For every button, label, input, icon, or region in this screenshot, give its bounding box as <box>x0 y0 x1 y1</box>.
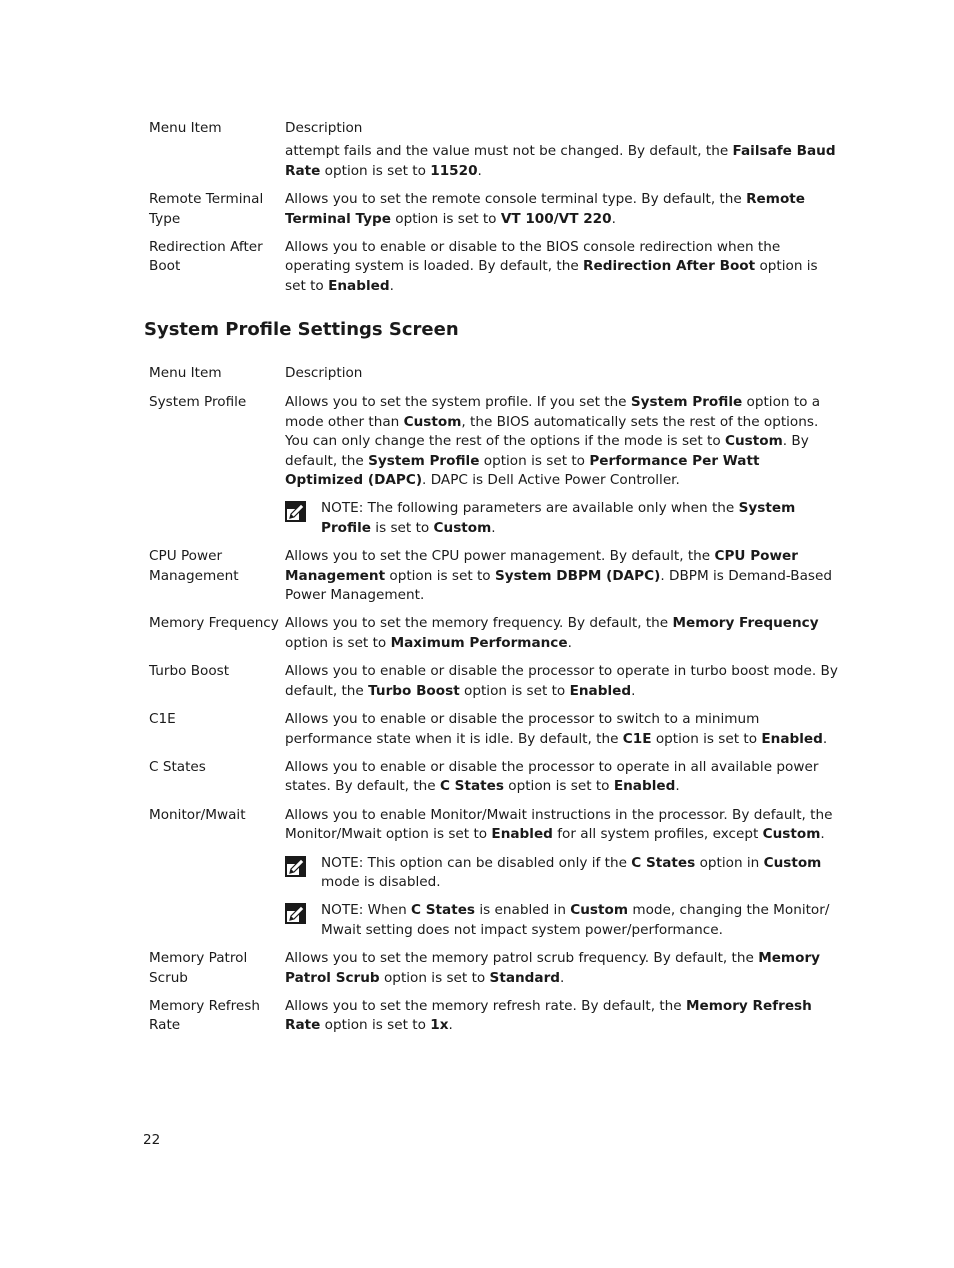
table-row <box>149 238 839 296</box>
menu-item-description <box>285 949 839 988</box>
text-run: Allows you to set the CPU power management. By default, the <box>285 548 715 565</box>
text-run: . <box>631 682 636 699</box>
bold-term: Custom <box>762 826 821 843</box>
column-header-menu-item: Menu Item <box>149 120 222 136</box>
text-run: NOTE: <box>321 500 368 517</box>
bold-term: C States <box>411 902 476 919</box>
table-header <box>149 364 839 383</box>
text-run: When <box>367 902 412 919</box>
table-row <box>149 614 839 653</box>
bold-term: Custom <box>433 519 492 536</box>
text-run: NOTE: <box>321 854 368 871</box>
bold-term: 11520 <box>430 162 478 179</box>
bold-term: Redirection After Boot <box>583 258 756 275</box>
text-run: is set to <box>370 519 434 536</box>
table-row <box>149 949 839 988</box>
note <box>285 901 839 940</box>
description-text <box>285 190 839 229</box>
text-run: option is set to <box>320 1017 431 1034</box>
bold-term: Custom <box>763 854 822 871</box>
text-run: option is set to <box>385 567 495 584</box>
text-run: Allows you to enable or disable the processor to switch to a minimum performance state when it is idle. By default, the <box>285 711 760 747</box>
text-run: . <box>611 210 616 227</box>
bold-term: Remote Terminal Type <box>285 191 806 227</box>
menu-item-name: C States <box>149 758 206 775</box>
menu-table-system-profile <box>149 364 839 1045</box>
description-text <box>285 393 839 490</box>
menu-item-description <box>285 142 839 181</box>
description-text <box>285 758 839 797</box>
text-run: mode, changing the Monitor/ Mwait setting does not impact system power/performance. <box>321 902 830 938</box>
text-run: Allows you to enable Monitor/Mwait instructions in the processor. By default, the Monitor/Mwait option is set to <box>285 806 833 843</box>
bold-term: CPU Power Management <box>285 548 798 584</box>
menu-item-name: Memory Patrol Scrub <box>149 950 248 986</box>
bold-term: Turbo Boost <box>368 682 460 699</box>
note <box>285 854 839 893</box>
page-number: 22 <box>143 1132 161 1148</box>
table-row <box>149 997 839 1036</box>
table-row <box>149 190 839 229</box>
text-run: option is set to <box>379 969 490 986</box>
text-run: option is set to <box>459 682 570 699</box>
table-row <box>149 710 839 749</box>
menu-item-description <box>285 997 839 1036</box>
text-run: , the BIOS automatically sets the rest of the options. You can only change the rest of the options if the mode is set to <box>285 413 819 450</box>
bold-term: Enabled <box>613 778 676 795</box>
bold-term: Enabled <box>569 682 632 699</box>
text-run: option is set to <box>285 258 818 294</box>
bold-term: C1E <box>622 730 652 747</box>
text-run: for all system profiles, except <box>552 826 763 843</box>
bold-term: System Profile <box>368 452 480 469</box>
text-run: Allows you to enable or disable to the BIOS console redirection when the operating system is loaded. By default, the <box>285 239 781 275</box>
description-text <box>285 547 839 605</box>
text-run: . DAPC is Dell Active Power Controller. <box>422 472 680 489</box>
text-run: . DBPM is Demand-Based Power Management. <box>285 567 833 604</box>
text-run: Allows you to set the system profile. If you set the <box>285 394 631 411</box>
text-run: . <box>560 969 565 986</box>
text-run: . <box>820 826 825 843</box>
bold-term: Performance Per Watt Optimized (DAPC) <box>285 452 760 489</box>
menu-item-description <box>285 238 839 296</box>
text-run: . <box>491 519 496 536</box>
bold-term: C States <box>631 854 696 871</box>
menu-item-name: Redirection After Boot <box>149 239 263 275</box>
table-row <box>149 393 839 538</box>
menu-item-description <box>285 758 839 797</box>
section-title: System Profile Settings Screen <box>144 319 459 340</box>
text-run: . <box>477 162 482 179</box>
text-run: mode is disabled. <box>321 873 441 890</box>
column-header-description: Description <box>285 365 363 381</box>
note-text <box>321 901 839 940</box>
bold-term: System DBPM (DAPC) <box>494 567 661 584</box>
text-run: Allows you to set the memory patrol scrub frequency. By default, the <box>285 950 759 967</box>
description-text <box>285 238 839 296</box>
menu-item-name: C1E <box>149 711 176 728</box>
bold-term: Enabled <box>761 730 823 747</box>
bold-term: Maximum Performance <box>390 634 568 651</box>
note-pencil-icon <box>285 901 321 940</box>
table-row <box>149 547 839 605</box>
text-run: option is set to <box>503 778 614 795</box>
menu-item-description <box>285 662 839 701</box>
table-row <box>149 806 839 940</box>
text-run: . By default, the <box>285 433 809 469</box>
table-header <box>149 119 839 138</box>
bold-term: C States <box>439 778 504 795</box>
text-run: This option can be disabled only if the <box>367 854 632 871</box>
description-text <box>285 614 839 653</box>
description-text <box>285 662 839 701</box>
text-run: option is set to <box>320 162 431 179</box>
text-run: is enabled in <box>475 902 571 919</box>
text-run: . <box>675 778 680 795</box>
description-text <box>285 997 839 1036</box>
bold-term: Memory Refresh Rate <box>285 997 812 1034</box>
menu-item-name <box>149 142 285 181</box>
bold-term: Enabled <box>328 277 390 294</box>
menu-item-name: System Profile <box>149 394 247 411</box>
note-pencil-icon <box>285 854 321 893</box>
menu-item-name: Memory Refresh Rate <box>149 997 260 1034</box>
text-run: option is set to <box>390 210 501 227</box>
text-run: option is set to <box>285 634 391 651</box>
text-run: Allows you to enable or disable the processor to operate in turbo boost mode. By default, the <box>285 663 838 699</box>
bold-term: System Profile <box>630 394 743 411</box>
bold-term: Failsafe Baud Rate <box>285 143 836 179</box>
text-run: . <box>567 634 572 651</box>
column-header-menu-item: Menu Item <box>149 365 222 381</box>
menu-item-name: Memory Frequency <box>149 615 279 632</box>
menu-table-serial <box>149 119 839 305</box>
bold-term: Standard <box>489 969 561 986</box>
text-run: . <box>389 277 394 294</box>
table-row <box>149 142 839 181</box>
bold-term: 1x <box>430 1017 449 1034</box>
menu-item-name: CPU Power Management <box>149 548 239 584</box>
bold-term: Memory Patrol Scrub <box>285 950 821 986</box>
text-run: Allows you to set the remote console terminal type. By default, the <box>285 191 747 208</box>
text-run: . <box>822 730 828 747</box>
bold-term: Enabled <box>491 826 553 843</box>
description-text <box>285 949 839 988</box>
menu-item-name: Remote Terminal Type <box>149 191 264 227</box>
column-header-description: Description <box>285 120 363 136</box>
note-text <box>321 854 839 893</box>
bold-term: Custom <box>725 433 783 450</box>
description-text <box>285 142 839 181</box>
bold-term: Custom <box>570 902 629 919</box>
menu-item-description <box>285 614 839 653</box>
menu-item-description <box>285 710 839 749</box>
note-pencil-icon <box>285 499 321 538</box>
menu-item-name: Monitor/Mwait <box>149 806 246 823</box>
text-run: NOTE: <box>321 902 368 919</box>
menu-item-description <box>285 547 839 605</box>
description-text <box>285 806 839 845</box>
bold-term: Custom <box>403 413 462 430</box>
text-run: Allows you to set the memory refresh rate. By default, the <box>285 997 686 1014</box>
text-run: option in <box>695 854 764 871</box>
text-run: attempt fails and the value must not be changed. By default, the <box>285 143 733 160</box>
menu-item-description <box>285 806 839 940</box>
text-run: The following parameters are available only when the <box>367 500 739 517</box>
table-row <box>149 758 839 797</box>
text-run: option is set to <box>651 730 762 747</box>
text-run: Allows you to enable or disable the processor to operate in all available power states. By default, the <box>285 758 819 795</box>
description-text <box>285 710 839 749</box>
note <box>285 499 839 538</box>
bold-term: VT 100/VT 220 <box>500 210 612 227</box>
text-run: option is set to <box>479 452 590 469</box>
bold-term: System Profile <box>321 500 796 536</box>
text-run: option to a mode other than <box>285 394 821 430</box>
menu-item-description <box>285 190 839 229</box>
text-run: . <box>448 1017 453 1034</box>
bold-term: Memory Frequency <box>672 615 819 632</box>
menu-item-description <box>285 393 839 538</box>
text-run: Allows you to set the memory frequency. By default, the <box>285 615 673 632</box>
table-row <box>149 662 839 701</box>
note-text <box>321 499 839 538</box>
menu-item-name: Turbo Boost <box>149 663 230 680</box>
